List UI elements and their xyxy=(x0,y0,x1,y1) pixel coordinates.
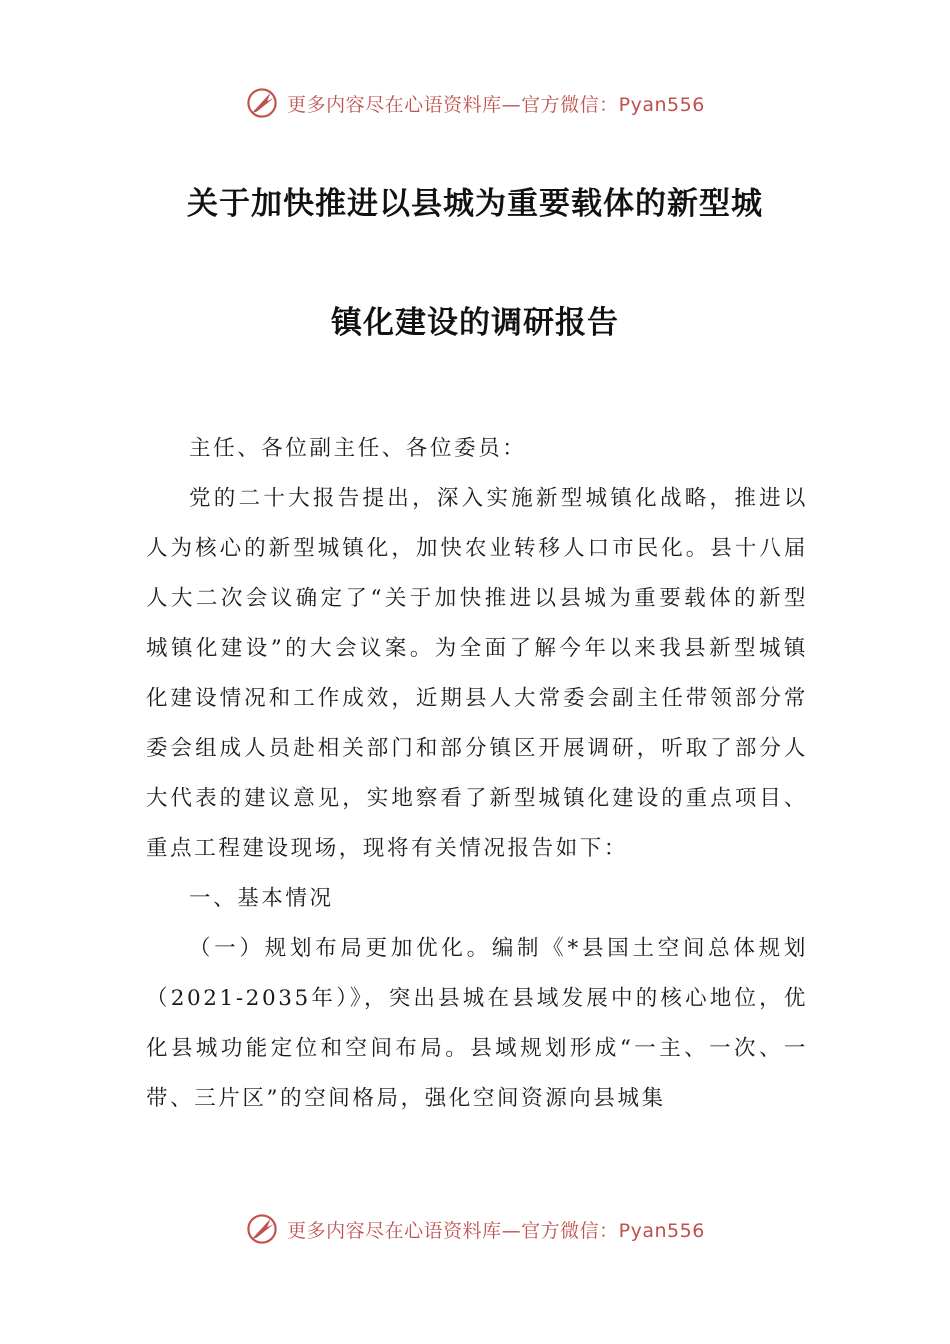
quill-logo-icon xyxy=(245,86,279,120)
watermark-text: 更多内容尽在心语资料库—官方微信：Pyan556 xyxy=(287,1219,705,1242)
watermark-footer xyxy=(0,1212,950,1246)
document-body xyxy=(146,424,808,1124)
document-title-line-2: 镇化建设的调研报告 xyxy=(331,305,619,341)
section-heading: 一、基本情况 xyxy=(189,886,334,911)
watermark-header xyxy=(0,86,950,120)
watermark-text: 更多内容尽在心语资料库—官方微信：Pyan556 xyxy=(287,93,705,116)
document-title-line-1: 关于加快推进以县城为重要载体的新型城 xyxy=(187,186,763,222)
quill-logo-icon xyxy=(245,1212,279,1246)
paragraph: 党的二十大报告提出，深入实施新型城镇化战略，推进以人为核心的新型城镇化，加快农业转移人口市民化。县十八届人大二次会议确定了“关于加快推进以县城为重要载体的新型城镇化建设”的大会议案。为全面了解今年以来我县新型城镇化建设情况和工作成效，近期县人大常委会副主任带领部分常委会组成人员赴相关部门和部分镇区开展调研，听取了部分人大代表的建议意见，实地察看了新型城镇化建设的重点项目、重点工程建设现场，现将有关情况报告如下： xyxy=(146,486,808,861)
salutation: 主任、各位副主任、各位委员： xyxy=(189,436,527,461)
paragraph: （一）规划布局更加优化。编制《*县国土空间总体规划（2021-2035年）》，突出县城在县域发展中的核心地位，优化县城功能定位和空间布局。县域规划形成“一主、一次、一带、三片区”的空间格局，强化空间资源向县城集 xyxy=(146,936,808,1111)
